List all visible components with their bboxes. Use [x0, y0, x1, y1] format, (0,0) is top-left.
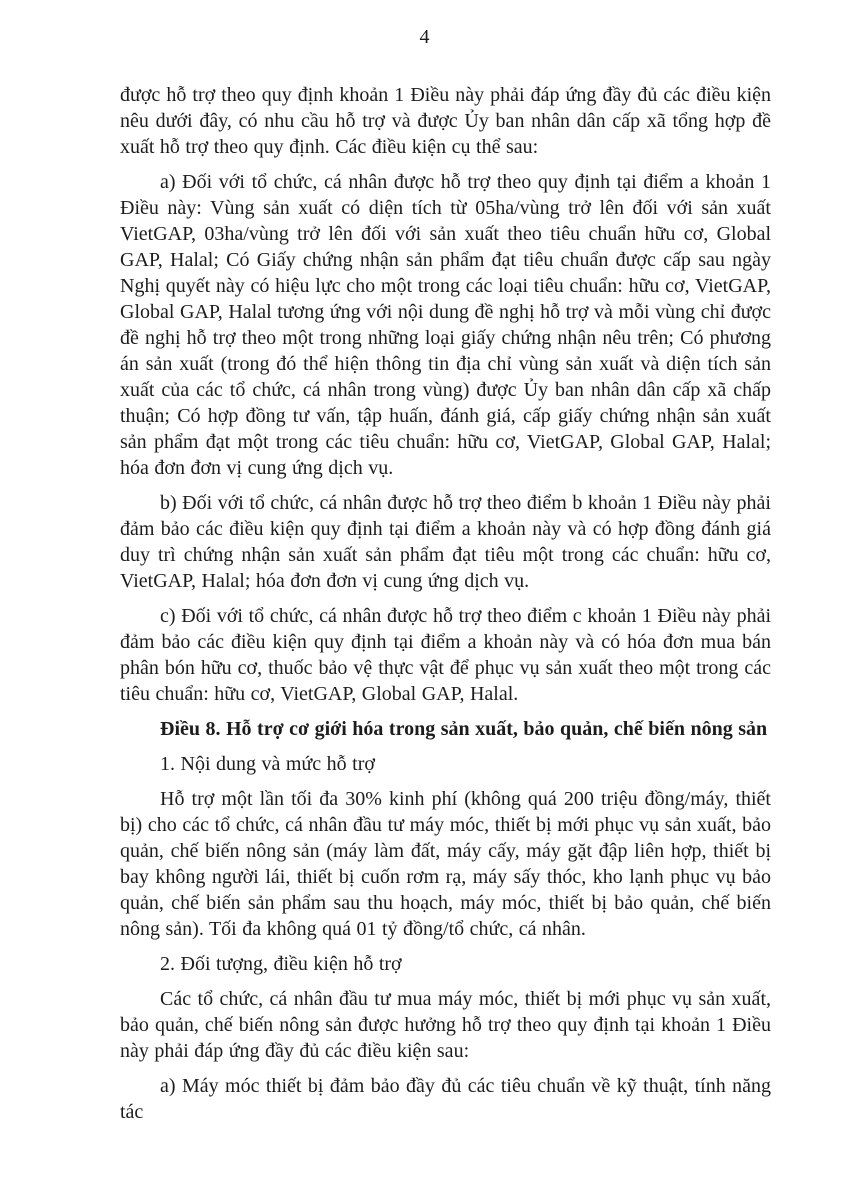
- document-content: [120, 82, 771, 1134]
- paragraph: Các tổ chức, cá nhân đầu tư mua máy móc, thiết bị mới phục vụ sản xuất, bảo quản, chế biến nông sản được hưởng hỗ trợ theo quy định tại khoản 1 Điều này phải đáp ứng đầy đủ các điều kiện sau:: [120, 988, 771, 1062]
- section-heading: Điều 8. Hỗ trợ cơ giới hóa trong sản xuất, bảo quản, chế biến nông sản: [160, 718, 768, 740]
- paragraph: được hỗ trợ theo quy định khoản 1 Điều này phải đáp ứng đầy đủ các điều kiện nêu dưới đây, có nhu cầu hỗ trợ và được Ủy ban nhân dân cấp xã tổng hợp đề xuất hỗ trợ theo quy định. Các điều kiện cụ thể sau:: [120, 84, 771, 158]
- paragraph: c) Đối với tổ chức, cá nhân được hỗ trợ theo điểm c khoản 1 Điều này phải đảm bảo các điều kiện quy định tại điểm a khoản này và có hóa đơn mua bán phân bón hữu cơ, thuốc bảo vệ thực vật để phục vụ sản xuất theo một trong các tiêu chuẩn: hữu cơ, VietGAP, Global GAP, Halal.: [120, 605, 771, 705]
- paragraph: b) Đối với tổ chức, cá nhân được hỗ trợ theo điểm b khoản 1 Điều này phải đảm bảo các điều kiện quy định tại điểm a khoản này và có hợp đồng đánh giá duy trì chứng nhận sản xuất sản phẩm đạt tiêu một trong các chuẩn: hữu cơ, VietGAP, Halal; hóa đơn đơn vị cung ứng dịch vụ.: [120, 492, 771, 592]
- paragraph: 1. Nội dung và mức hỗ trợ: [160, 753, 375, 775]
- page-number: 4: [419, 26, 430, 48]
- paragraph: Hỗ trợ một lần tối đa 30% kinh phí (không quá 200 triệu đồng/máy, thiết bị) cho các tổ chức, cá nhân đầu tư máy móc, thiết bị mới phục vụ sản xuất, bảo quản, chế biến nông sản (máy làm đất, máy cấy, máy gặt đập liên hợp, thiết bị bay không người lái, thiết bị cuốn rơm rạ, máy sấy thóc, kho lạnh phục vụ bảo quản, chế biến sản phẩm sau thu hoạch, máy móc, thiết bị bảo quản, chế biến nông sản). Tối đa không quá 01 tỷ đồng/tổ chức, cá nhân.: [120, 788, 771, 940]
- paragraph: a) Máy móc thiết bị đảm bảo đầy đủ các tiêu chuẩn về kỹ thuật, tính năng tác: [120, 1075, 771, 1123]
- paragraph: a) Đối với tổ chức, cá nhân được hỗ trợ theo quy định tại điểm a khoản 1 Điều này: Vùng sản xuất có diện tích từ 05ha/vùng trở lên đối với sản xuất VietGAP, 03ha/vùng trở lên đối với sản xuất theo tiêu chuẩn hữu cơ, Global GAP, Halal; Có Giấy chứng nhận sản phẩm đạt tiêu chuẩn được cấp sau ngày Nghị quyết này có hiệu lực cho một trong các loại tiêu chuẩn: hữu cơ, VietGAP, Global GAP, Halal tương ứng với nội dung đề nghị hỗ trợ và mỗi vùng chỉ được đề nghị hỗ trợ theo một trong những loại giấy chứng nhận nêu trên; Có phương án sản xuất (trong đó thể hiện thông tin địa chỉ vùng sản xuất và diện tích sản xuất của các tổ chức, cá nhân trong vùng) được Ủy ban nhân dân cấp xã chấp thuận; Có hợp đồng tư vấn, tập huấn, đánh giá, cấp giấy chứng nhận sản xuất sản phẩm đạt một trong các tiêu chuẩn: hữu cơ, VietGAP, Global GAP, Halal; hóa đơn đơn vị cung ứng dịch vụ.: [120, 171, 771, 479]
- paragraph: 2. Đối tượng, điều kiện hỗ trợ: [160, 953, 402, 975]
